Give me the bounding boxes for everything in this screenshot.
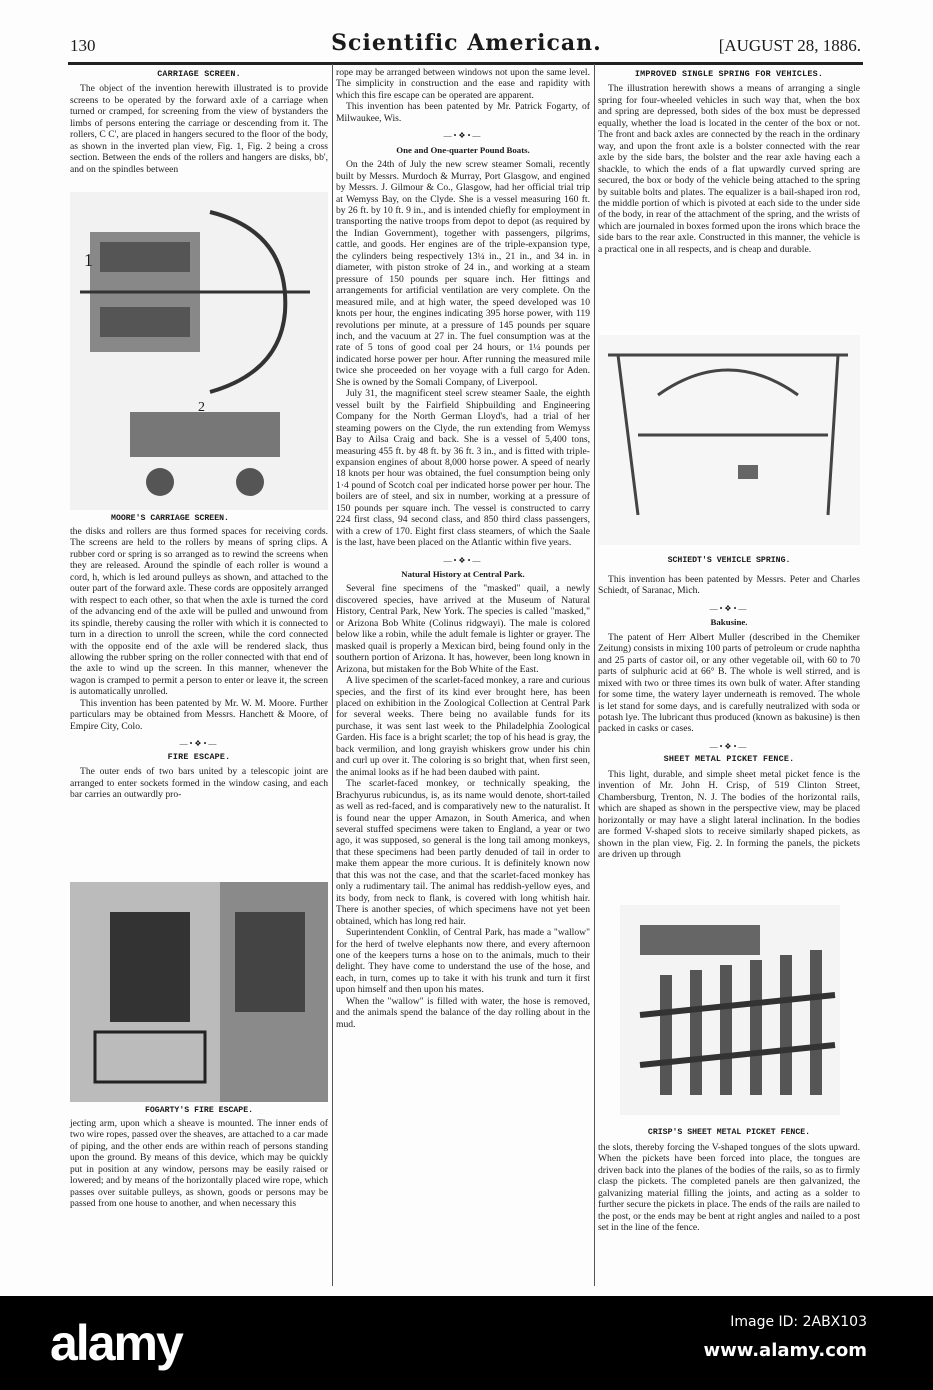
paragraph: rope may be arranged between windows not upon the same level. The simplicity in construction and the ease and rapidity with which this fire escape can be operated are apparent. — [336, 67, 590, 101]
heading: FIRE ESCAPE. — [167, 751, 231, 762]
vehicle-spring-article — [598, 67, 860, 255]
figure-caption: MOORE'S CARRIAGE SCREEN. — [111, 514, 229, 523]
carriage-screen-continued — [70, 526, 328, 800]
heading: Bakusine. — [710, 617, 748, 628]
heading: SHEET METAL PICKET FENCE. — [663, 754, 795, 765]
site-url: www.alamy.com — [703, 1340, 867, 1361]
paragraph: The illustration herewith shows a means of arranging a single spring for four-wheeled vehicles in such way that, when the box and spring are depressed, both sides of the box must be depressed equally, whether the load is located in the center of the box or not. The front and back axles are connected by the reach in the ordinary way, and upon the front axle is a bolster connected with the rear axle by the side bars, the bolster and the rear axle having each a shackle, to which the ends of a flat upwardly curved spring are secured, the box or body of the vehicle being attached to the spring by suitable bolts and plates. The equalizer is a bail-shaped iron rod, the middle portion of which is pivoted at each side to the under side of the body, in rear of the attachment of the spring, and the wrists of which are journaled in boxes formed upon the irons which brace the side bars to the rear axle. Constructed in this manner, the vehicle is a practical one in all respects, and is cheap and durable. — [598, 83, 860, 255]
section-divider: —•❖•— — [709, 741, 749, 751]
paragraph: When the "wallow" is filled with water, the hose is removed, and the animals spend the balance of the day rolling about in the mud. — [336, 995, 590, 1030]
paragraph: The patent of Herr Albert Muller (described in the Chemiker Zeitung) consists in mixing 100 parts of petroleum or crude naphtha and 25 parts of castor oil, or any other vegetable oil, with 60 to 70 parts of sulphuric acid at 66° B. The whole is well stirred, and is mixed with two or three times its own bulk of water. After standing for some time, the watery layer underneath is removed. The whole is let stand for some days, and is carefully neutralized with soda or potash lye. The lubricant thus produced (known as bakusine) is then packed in casks or cases. — [598, 631, 860, 735]
picket-fence-continued — [598, 1142, 860, 1234]
carriage-screen-article — [70, 67, 328, 175]
paragraph: This light, durable, and simple sheet metal picket fence is the invention of Mr. John H. Crisp, of 519 Clinton Street, Chambersburg, Trenton, N. J. The bodies of the horizontal rails, which are shaped as shown in the perspective view, may be placed horizontally or may have a slight lateral inclination. In the bodies are formed V-shaped slots to receive similarly shaped pickets, as shown in the plan view, Fig. 2. In forming the panels, the pickets are driven up through — [598, 768, 860, 860]
masthead: Scientific American. — [331, 30, 602, 56]
issue-date: [AUGUST 28, 1886. — [718, 36, 861, 55]
vehicle-spring-illustration — [598, 335, 860, 545]
section-divider: —•❖•— — [709, 603, 749, 613]
paragraph: Several fine specimens of the "masked" quail, a newly discovered species, have arrived at the Museum of Natural History, Central Park, New York. The species is called "masked," or Arizona Bob White (Colinus ridgwayi). The male is colored below like a robin, while the adult female is lighter or grayer. The masked quail is properly a Mexican bird, being found only in the southern portion of Arizona. It has, however, been long known in Arizona, but mistaken for the Bob White of the East. — [336, 583, 590, 675]
paragraph: July 31, the magnificent steel screw steamer Saale, the eighth vessel built by the Fairfield Shipbuilding and Engineering Company for the North German Lloyd's, had a trial of her steaming powers on the Clyde, the run extending from Wemyss Bay to Ailsa Craig and back. She is a vessel of 5,400 tons, measuring 455 ft. by 48 ft. by 36 ft. 3 in., and is fitted with triple-expansion engines of about 8,000 horse power. A speed of nearly 18 knots per hour was obtained, the fuel consumption being only 1·4 pound of Scotch coal per indicated horse power per hour. The boilers are of steel, and six in number, working at a pressure of 150 pounds per square inch. The vessel is constructed to carry 224 first class, 94 second class, and 850 third class passengers, with a crew of 170. Eight first class steamers, of which the Saale is the last, have been placed on the Atlantic within five years. — [336, 388, 590, 549]
section-divider: —•❖•— — [179, 739, 219, 749]
paragraph: This invention has been patented by Messrs. Peter and Charles Schiedt, of Saranac, Mich. — [598, 574, 860, 597]
stock-watermark-banner — [0, 1296, 933, 1390]
paragraph: This invention has been patented by Mr. W. M. Moore. Further particulars may be obtained from Messrs. Hanchett & Moore, of Empire City, Colo. — [70, 697, 328, 732]
page-number: 130 — [70, 36, 96, 55]
image-id: Image ID: 2ABX103 — [730, 1314, 867, 1330]
figure-caption: CRISP'S SHEET METAL PICKET FENCE. — [647, 1128, 811, 1137]
heading: CARRIAGE SCREEN. — [157, 69, 241, 79]
carriage-screen-illustration — [70, 192, 328, 510]
paragraph: The outer ends of two bars united by a telescopic joint are arranged to enter sockets formed in the window casing, and each bar carries an outwardly pro- — [70, 766, 328, 800]
fire-escape-illustration — [70, 882, 328, 1102]
paragraph: jecting arm, upon which a sheave is mounted. The inner ends of two wire ropes, passed over the sheaves, are attached to a car made of piping, and the other ends are within reach of persons standing upon the ground. By means of this device, which may be quickly put in position at any window, persons may be easily raised or lowered; and by means of the horizontally placed wire rope, which passes over suitable pulleys, as shown, goods or persons may be passed from one house to another, and when necessary this — [70, 1118, 328, 1210]
figure-number: 2 — [198, 400, 205, 415]
building-drawing — [70, 882, 328, 1102]
paragraph: A live specimen of the scarlet-faced monkey, a rare and curious species, and the first of its kind ever brought here, has been placed on exhibition in the Zoological Collection at Central Park for several weeks. There being no available funds for its purchase, it was sent last week to the Philadelphia Zoological Garden. His face is a bright scarlet; the top of his head is gray, the back vermilion, and long grayish whiskers grow under his chin and curl up over it. The coloring is so bright that, when first seen, the animal looks as if he had been daubed with paint. — [336, 675, 590, 778]
header-rule — [68, 62, 863, 65]
spring-drawing — [598, 335, 860, 545]
paragraph: The object of the invention herewith illustrated is to provide screens to be operated by the forward axle of a carriage when turned or cramped, for screening from the view of bystanders the limbs of persons entering the carriage or descending from it. The rollers, C C', are placed in hangers secured to the floor of the body, as shown in the inverted plan view, Fig. 1, Fig. 2 being a cross section. Between the ends of the rollers and hangers are disks, bb', and on the spindles between — [70, 83, 328, 175]
section-divider: —•❖•— — [443, 555, 483, 565]
section-divider: —•❖•— — [443, 131, 483, 141]
paragraph: On the 24th of July the new screw steamer Somali, recently built by Messrs. Murdoch & Murray, Port Glasgow, and engined by Messrs. J. Gilmour & Co., Glasgow, had her official trial trip at Wemyss Bay, on the Clyde. She is a vessel measuring 160 ft. by 26 ft. by 10 ft. 9 in., and is intended chiefly for employment in transporting the native troops from depot to depot (as required by the Indian Government), together with passengers, pilgrims, cattle, and goods. Her engines are of the triple-expansion type, the cylinders being respectively 13¼ in., 21 in., and 34 in. in diameter, with piston stroke of 24 in., and working at a steam pressure of 150 pounds per square inch. Her fittings and arrangements for artificial ventilation are very complete. On the measured mile, and at high water, the speed developed was 10 knots per hour, the engines indicating 395 horse power, with 119 revolutions per minute, at a pressure of 145 pounds per square inch, and the vacuum at 27 in. The fuel consumption was at the rate of 5 tons of good coal per 24 hours, or 1¼ pounds per indicated horse power per hour. After running the measured mile twice she proceeded on her voyage with a full cargo for Aden. She is owned by the Somali Company, of Liverpool. — [336, 159, 590, 388]
paragraph: This invention has been patented by Mr. Patrick Fogarty, of Milwaukee, Wis. — [336, 101, 590, 124]
paragraph: the slots, thereby forcing the V-shaped tongues of the slots upward. When the pickets have been forced into place, the tongues are driven back into the planes of the bodies of the rails, so as to firmly clasp the pickets. The completed panels are then galvanized, the galvanizing material filling the joints, and acting as a solder to further secure the pickets in place. The ends of the rails are nailed to the post, or the ends may be bent at right angles and nailed to a post set in the line of the fence. — [598, 1142, 860, 1234]
heading: One and One-quarter Pound Boats. — [396, 144, 530, 155]
alamy-logo: alamy — [50, 1315, 182, 1371]
paragraph: the disks and rollers are thus formed spaces for receiving cords. The screens are held to the rollers by means of spring clips. A rubber cord or spring is so arranged as to rewind the screens when they are released. Around the spindle of each roller is wound a cord, h, which is led around pulleys as shown, and attached to the outer part of the forward axle. These cords are oppositely arranged with respect to each other, so that when the axle is turned the cord of the advancing end of the axle will be pulled and unwound from its spindle, thereby causing the roller with which it is connected to turn in a direction to unroll the screen, while the cord connected with the opposite end of the axle will be rendered slack, thus allowing the rubber spring on the roller connected with that end of the axle to wind up the screen. In this manner, whenever the wagon is cramped to permit a person to enter or leave it, the screen is automatically unrolled. — [70, 526, 328, 698]
carriage-drawing — [70, 192, 328, 510]
heading: IMPROVED SINGLE SPRING FOR VEHICLES. — [634, 69, 824, 79]
paragraph: The scarlet-faced monkey, or technically speaking, the Brachyurus rubicundus, is, as its name would denote, short-tailed as well as red-faced, and is comparatively new to the naturalist. It is found near the upper Amazon, in South America, and when several stuffed specimens were taken to England, a year or two ago, it was supposed, so general is the long tail among monkeys, that these specimens had been partly denuded of tail in order to make them appear the more curious. It is definitely known now that this was not the case, and that the scarlet-faced monkey has only a rudimentary tail. The animal has reddish-yellow eyes, and its body, from neck to flank, is covered with long whitish hair. There is another species, of which specimens have not yet been obtained, which has long red hair. — [336, 778, 590, 927]
fire-escape-continued — [70, 1118, 328, 1210]
right-column-continued — [598, 574, 860, 860]
figure-caption: SCHIEDT'S VEHICLE SPRING. — [667, 556, 791, 565]
figure-number: 1 — [84, 250, 93, 270]
paragraph: Superintendent Conklin, of Central Park, has made a "wallow" for the herd of twelve elephants now there, and every afternoon one of the keepers turns a hose on to the animals, much to their delight. They have come to understand the use of the hose, and each, in turn, comes up to take it with his trunk and turn it first upon himself and then upon his mates. — [336, 927, 590, 996]
middle-column — [336, 67, 590, 1030]
column-divider — [332, 64, 333, 1286]
picket-fence-illustration — [620, 905, 840, 1115]
fence-drawing — [620, 905, 840, 1115]
column-divider — [594, 64, 595, 1286]
figure-caption: FOGARTY'S FIRE ESCAPE. — [144, 1106, 254, 1115]
heading: Natural History at Central Park. — [401, 569, 525, 580]
